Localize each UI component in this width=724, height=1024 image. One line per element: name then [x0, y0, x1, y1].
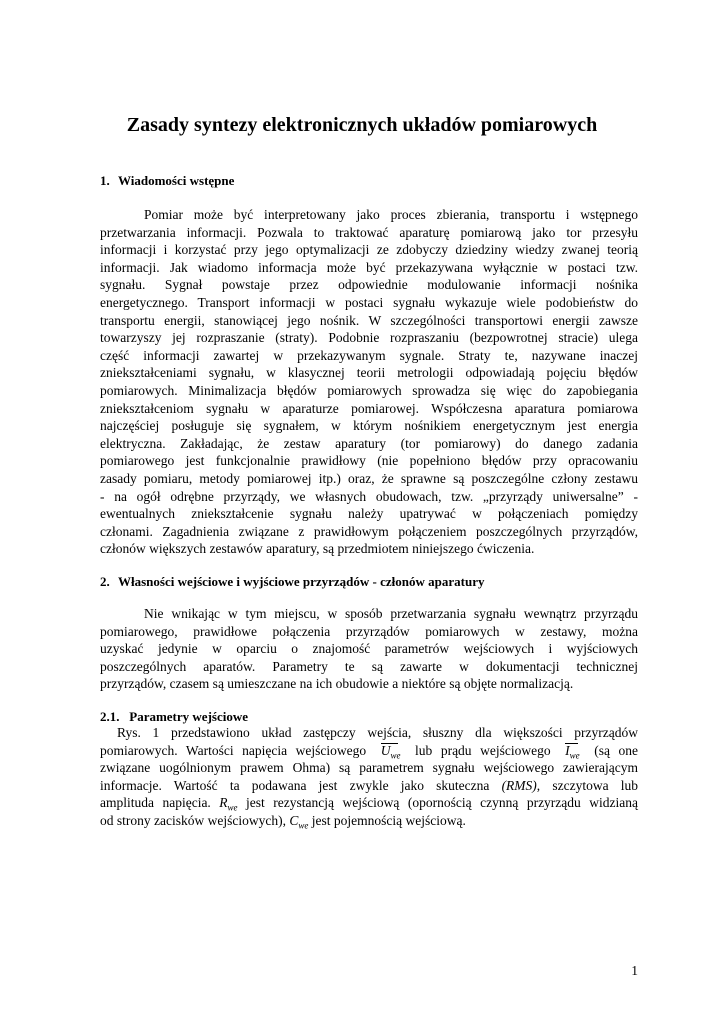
paragraph-line: pomiarowego jest funkcjonalnie prawidłowy (nie popełniono błędów przy opracowaniu — [100, 453, 638, 469]
section-2-1-paragraph — [100, 724, 638, 830]
text-fragment: pomiarowych. Wartości napięcia wejściowego — [100, 742, 367, 758]
section-2-1-number: 2.1. — [100, 709, 120, 724]
symbol-letter: R — [219, 795, 228, 811]
section-2-number: 2. — [100, 574, 110, 589]
input-resistance-symbol — [219, 795, 238, 814]
paragraph-line: przetwarzania informacji. Pozwala to traktować aparaturę pomiarową jako tor przesyłu — [100, 224, 638, 240]
section-1-paragraph — [100, 206, 638, 558]
section-2-1-title: Parametry wejściowe — [129, 709, 248, 724]
paragraph-line: najczęściej posługuje się sygnałem, w którym nośnikiem energetycznym jest energia — [100, 418, 638, 434]
paragraph-line: transportu energii, stanowiącej jego nośnik. W szczególności transportowi energii zawsze — [100, 312, 638, 328]
section-2-title: Własności wejściowe i wyjściowe przyrządów - członów aparatury — [118, 574, 485, 589]
paragraph-line: członów większych zestawów aparatury, są przedmiotem niniejszego ćwiczenia. — [100, 541, 535, 557]
section-2-paragraph — [100, 605, 638, 693]
overline — [565, 743, 578, 744]
section-2-1-heading — [100, 708, 248, 725]
paragraph-line — [100, 794, 638, 812]
paragraph-line: Pomiar może być interpretowany jako proces zbierania, transportu i wstępnego — [144, 207, 638, 222]
paragraph-line — [100, 812, 638, 830]
paragraph-line: pomiarowych. Minimalizacja błędów pomiarowych sprowadza się więc do zapobiegania — [100, 382, 638, 398]
paragraph-line: członami. Zagadnienia związane z prawidłowym połączeniem poszczególnych przyrządów, — [100, 523, 638, 539]
input-current-symbol — [565, 742, 580, 765]
text-fragment: amplituda napięcia. — [100, 795, 211, 811]
symbol-letter: U — [380, 742, 391, 758]
section-1-heading — [100, 172, 234, 189]
symbol-subscript: we — [298, 820, 309, 831]
paragraph-line: energetycznego. Transport informacji w postaci sygnału wykazuje wiele podobieństw do — [100, 294, 638, 310]
paragraph-line: związane uogólnionym prawem Ohma) są parametrem sygnału wejściowego zawierającym — [100, 760, 638, 776]
symbol-subscript: we — [569, 750, 580, 761]
symbol-letter: C — [289, 812, 299, 828]
paragraph-line: informacji. Jak wiadomo informacja może być przekazywana wyłącznie w postaci tzw. — [100, 259, 638, 275]
paragraph-line: Rys. 1 przedstawiono układ zastępczy wejścia, słuszny dla większości przyrządów — [117, 725, 638, 740]
paragraph-line: uzyskać jedynie w oparciu o znajomość parametrów wejściowych i wyjściowych — [100, 641, 638, 657]
paragraph-line: ewentualnych zniekształcenie sygnału należy upatrywać w połączeniach pomiędzy — [100, 506, 638, 522]
paragraph-line — [100, 777, 638, 795]
text-fragment: lub prądu wejściowego — [415, 742, 551, 758]
section-1-title: Wiadomości wstępne — [118, 173, 235, 188]
paragraph-line: zniekształceniom sygnału w aparaturze pomiarowej. Współczesna aparatura pomiarowa — [100, 400, 638, 416]
symbol-letter: I — [565, 742, 570, 758]
page-number: 1 — [631, 963, 638, 978]
paragraph-line: zasady pomiaru, metody pomiarowej itp.) oraz, że sprawne są poszczególne człony zestawu — [100, 470, 638, 486]
paragraph-line: Nie wnikając w tym miejscu, w sposób przetwarzania sygnału wewnątrz przyrządu — [144, 606, 638, 621]
input-voltage-symbol — [381, 742, 401, 765]
text-fragment: informacje. Wartość ta podawana jest zwykle jako skuteczna — [100, 777, 490, 793]
overline — [381, 743, 399, 744]
paragraph-line: sygnału. Sygnał powstaje przez odpowiednie modulowanie informacji nośnika — [100, 277, 638, 293]
paragraph-line: towarzyszy jej rozpraszanie (straty). Podobnie rozpraszaniu (bezpowrotnej stracie) ulega — [100, 330, 638, 346]
input-capacitance-symbol — [289, 812, 309, 831]
text-fragment: od strony zacisków wejściowych), — [100, 812, 286, 828]
rms-term: (RMS) — [501, 777, 537, 793]
document-title: Zasady syntezy elektronicznych układów pomiarowych — [126, 114, 598, 136]
text-fragment: , szczytowa lub — [536, 777, 638, 793]
paragraph-line: informacji i korzystać przy jego optymalizacji ze zdobyczy dziedziny wiedzy zwanej teorią — [100, 242, 638, 258]
symbol-subscript: we — [390, 750, 401, 761]
paragraph-line: elektryczna. Zakładając, że zestaw aparatury (tor pomiarowy) do danego zadania — [100, 435, 638, 451]
section-2-heading — [100, 573, 484, 590]
paragraph-line — [100, 742, 638, 760]
section-1-number: 1. — [100, 173, 110, 188]
paragraph-line: poszczególnych aparatów. Parametry te są zawarte w dokumentacji technicznej — [100, 658, 638, 674]
paragraph-line: - na ogół odrębne przyrządy, we własnych obudowach, tzw. „przyrządy uniwersalne” - — [100, 488, 638, 504]
paragraph-line: przyrządów, czasem są umieszczane na ich obudowie a niektóre są objęte normalizacją. — [100, 676, 574, 692]
text-fragment: jest pojemnością wejściową. — [311, 812, 466, 828]
text-fragment: (są one — [594, 742, 639, 758]
symbol-subscript: we — [227, 803, 238, 814]
paragraph-line: pomiarowego, prawidłowe połączenia przyrządów pomiarowych w zestawy, można — [100, 623, 638, 639]
paragraph-line: zniekształceniami sygnału, w klasycznej teorii metrologii odpowiadają pojęciu błędów — [100, 365, 638, 381]
text-fragment: jest rezystancją wejściową (opornością czynną przyrządu widzianą — [246, 795, 638, 811]
paragraph-line: część informacji zawartej w przekazywanym sygnale. Straty te, nazywane inaczej — [100, 347, 638, 363]
